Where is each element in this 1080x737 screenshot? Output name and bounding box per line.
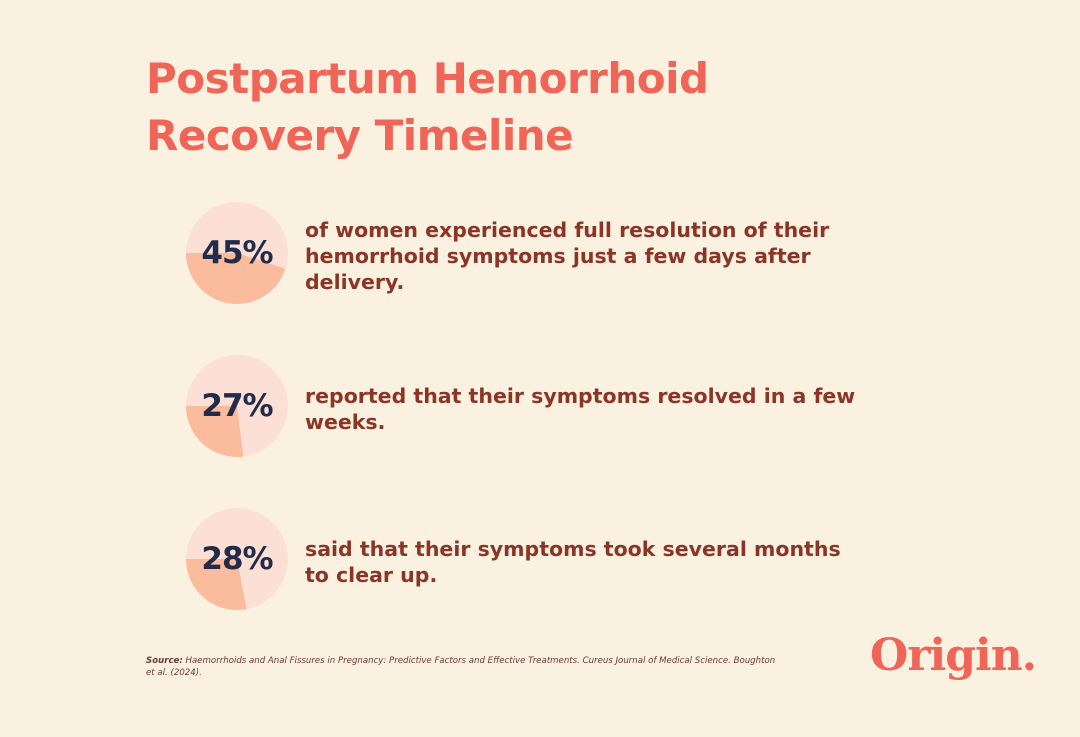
stat-description-few-weeks: reported that their symptoms resolved in a few weeks. xyxy=(305,384,856,434)
page-title xyxy=(146,50,946,164)
stat-row-few-days xyxy=(186,202,886,304)
stat-row-several-months xyxy=(186,508,886,610)
stat-value-several-months: 28% xyxy=(201,541,273,577)
source-citation xyxy=(146,655,786,679)
stat-value-few-weeks: 27% xyxy=(201,388,273,424)
source-text: Haemorrhoids and Anal Fissures in Pregnancy: Predictive Factors and Effective Treatments. Cureus Journal of Medical Science. Boughton et al. (2024). xyxy=(146,656,776,678)
stat-value-few-days: 45% xyxy=(201,235,273,271)
stat-row-few-weeks xyxy=(186,355,886,457)
pie-chart-few-days xyxy=(186,202,288,304)
stat-description-few-days: of women experienced full resolution of their hemorrhoid symptoms just a few days after delivery. xyxy=(305,218,830,294)
pie-chart-few-weeks xyxy=(186,355,288,457)
origin-logo: Origin. xyxy=(870,630,1037,681)
title-line-2: Recovery Timeline xyxy=(146,111,574,160)
title-line-1: Postpartum Hemorrhoid xyxy=(146,54,709,103)
stat-description-several-months: said that their symptoms took several months to clear up. xyxy=(305,537,841,587)
source-label: Source: xyxy=(146,656,183,666)
pie-chart-several-months xyxy=(186,508,288,610)
